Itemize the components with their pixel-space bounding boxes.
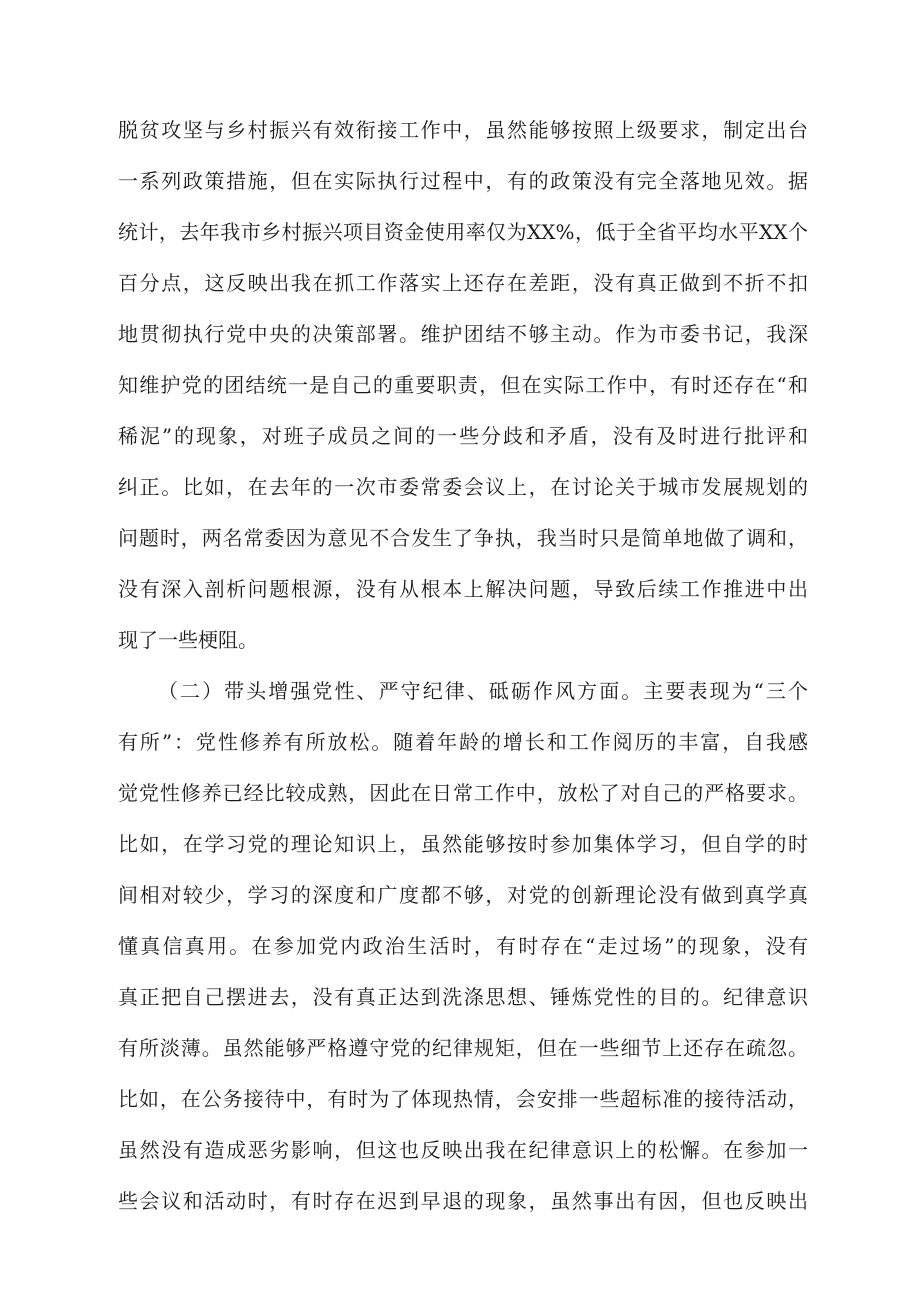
text-line-22: 些会议和活动时，有时存在迟到早退的现象，虽然事出有因，但也反映出	[118, 1189, 808, 1213]
text-line-14: 觉党性修养已经比较成熟，因此在日常工作中，放松了对自己的严格要求。	[118, 781, 808, 805]
text-line-1: 脱贫攻坚与乡村振兴有效衔接工作中，虽然能够按照上级要求，制定出台	[118, 118, 808, 142]
text-line-7: 稀泥”的现象，对班子成员之间的一些分歧和矛盾，没有及时进行批评和	[118, 424, 808, 448]
text-line-2: 一系列政策措施，但在实际执行过程中，有的政策没有完全落地见效。据	[118, 169, 808, 193]
text-line-11: 现了一些梗阻。	[118, 628, 258, 652]
text-line-20: 比如，在公务接待中，有时为了体现热情，会安排一些超标准的接待活动，	[118, 1087, 808, 1111]
text-line-13: 有所”：党性修养有所放松。随着年龄的增长和工作阅历的丰富，自我感	[118, 730, 808, 754]
text-line-21: 虽然没有造成恶劣影响，但这也反映出我在纪律意识上的松懈。在参加一	[118, 1138, 808, 1162]
text-line-16: 间相对较少，学习的深度和广度都不够，对党的创新理论没有做到真学真	[118, 883, 808, 907]
text-line-15: 比如，在学习党的理论知识上，虽然能够按时参加集体学习，但自学的时	[118, 832, 808, 856]
text-line-17: 懂真信真用。在参加党内政治生活时，有时存在“走过场”的现象，没有	[118, 934, 808, 958]
text-line-6: 知维护党的团结统一是自己的重要职责，但在实际工作中，有时还存在“和	[118, 373, 808, 397]
text-line-8: 纠正。比如，在去年的一次市委常委会议上，在讨论关于城市发展规划的	[118, 475, 808, 499]
text-line-19: 有所淡薄。虽然能够严格遵守党的纪律规矩，但在一些细节上还存在疏忽。	[118, 1036, 808, 1060]
text-line-5: 地贯彻执行党中央的决策部署。维护团结不够主动。作为市委书记，我深	[118, 322, 808, 346]
text-line-4: 百分点，这反映出我在抓工作落实上还存在差距，没有真正做到不折不扣	[118, 271, 808, 295]
text-line-3: 统计，去年我市乡村振兴项目资金使用率仅为XX%，低于全省平均水平XX个	[118, 220, 808, 244]
text-line-18: 真正把自己摆进去，没有真正达到洗涤思想、锤炼党性的目的。纪律意识	[118, 985, 808, 1009]
text-line-12: （二）带头增强党性、严守纪律、砥砺作风方面。主要表现为“三个	[158, 679, 808, 703]
text-line-9: 问题时，两名常委因为意见不合发生了争执，我当时只是简单地做了调和，	[118, 526, 808, 550]
text-line-10: 没有深入剖析问题根源，没有从根本上解决问题，导致后续工作推进中出	[118, 577, 808, 601]
